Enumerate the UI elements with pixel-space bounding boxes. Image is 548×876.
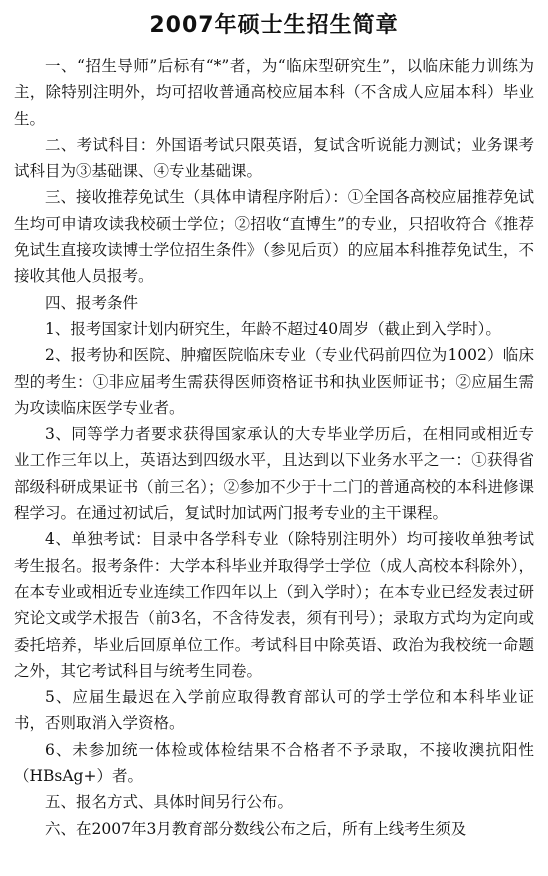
paragraph: 一、“招生导师”后标有“*”者，为“临床型研究生”，以临床能力训练为主，除特别注明外，均可招收普通高校应届本科（不含成人应届本科）毕业生。: [14, 57, 534, 128]
paragraph: 五、报名方式、具体时间另行公布。: [45, 793, 294, 812]
paragraph: 5、应届生最迟在入学前应取得教育部认可的学士学位和本科毕业证书，否则取消入学资格。: [14, 688, 534, 733]
paragraph: 3、同等学力者要求获得国家承认的大专毕业学历后，在相同或相近专业工作三年以上，英语达到四级水平，且达到以下业务水平之一：①获得省部级科研成果证书（前三名）；②参加不少于十二门的普通高校的本科进修课程学习。在通过初试后，复试时加试两门报考专业的主干课程。: [14, 425, 534, 523]
paragraph: 二、考试科目：外国语考试只限英语，复试含听说能力测试；业务课考试科目为③基础课、④专业基础课。: [14, 135, 534, 181]
document-body: [14, 53, 534, 842]
paragraph: 2、报考协和医院、肿瘤医院临床专业（专业代码前四位为1002）临床型的考生：①非应届考生需获得医师资格证书和执业医师证书；②应届生需为攻读临床医学专业者。: [14, 346, 534, 417]
paragraph: 1、报考国家计划内研究生，年龄不超过40周岁（截止到入学时）。: [45, 319, 501, 338]
paragraph: 6、未参加统一体检或体检结果不合格者不予录取，不接收澳抗阳性（HBsAg+）者。: [14, 740, 534, 786]
paragraph: 三、接收推荐免试生（具体申请程序附后）：①全国各高校应届推荐免试生均可申请攻读我校硕士学位；②招收“直博生”的专业，只招收符合《推荐免试生直接攻读博士学位招生条件》（参见后页）的应届本科推荐免试生，不接收其他人员报考。: [14, 188, 534, 286]
paragraph: 六、在2007年3月教育部分数线公布之后，所有上线考生须及: [45, 819, 467, 838]
paragraph: 四、报考条件: [45, 293, 139, 312]
page-title: 2007年硕士生招生简章: [149, 13, 399, 38]
paragraph: 4、单独考试：目录中各学科专业（除特别注明外）均可接收单独考试考生报名。报考条件：大学本科毕业并取得学士学位（成人高校本科除外），在本专业或相近专业连续工作四年以上（到入学时）；在本专业已经发表过研究论文或学术报告（前3名，不含待发表，须有刊号）；录取方式均为定向或委托培养，毕业后回原单位工作。考试科目中除英语、政治为我校统一命题之外，其它考试科目与统考生同卷。: [14, 530, 534, 680]
